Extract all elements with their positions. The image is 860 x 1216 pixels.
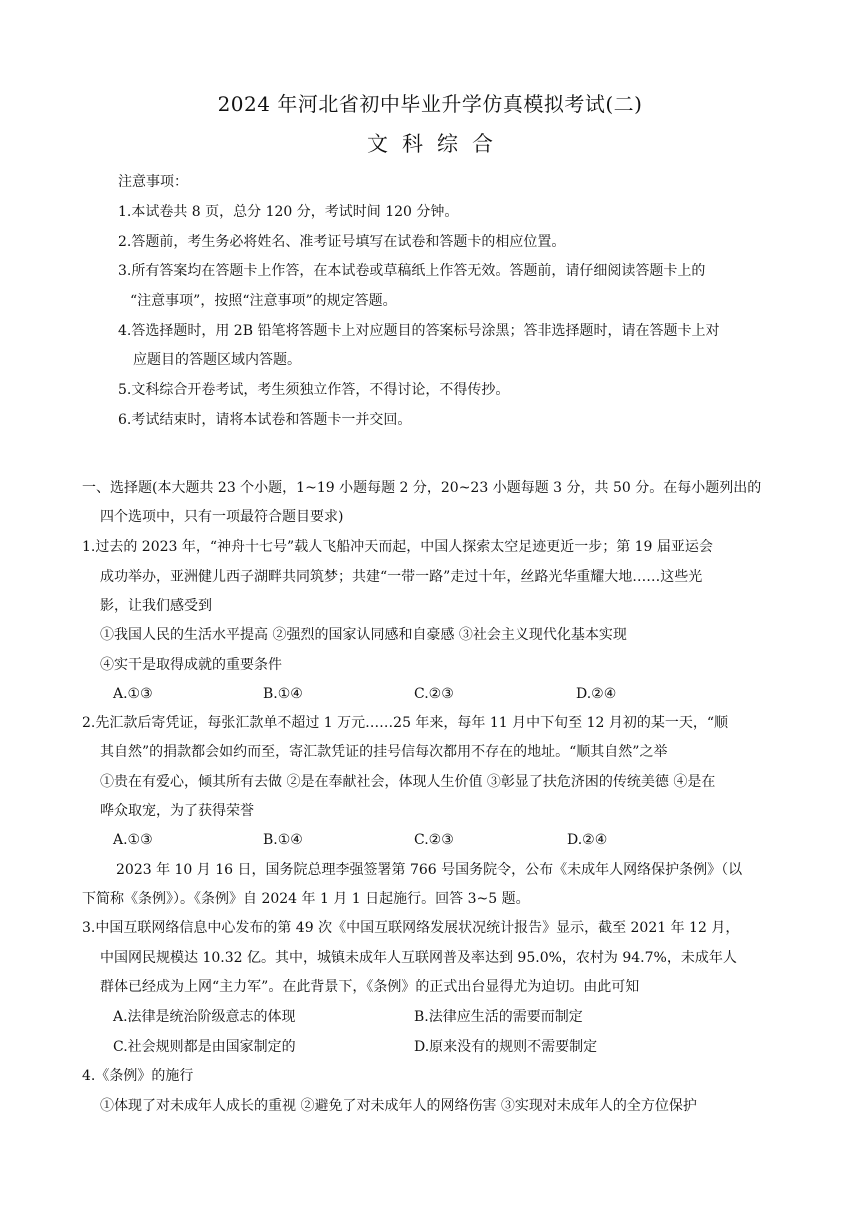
answer-options (0, 830, 860, 850)
notice-line: 6.考试结束时，请将本试卷和答题卡一并交回。 (118, 412, 412, 428)
notice-line: 应题目的答题区域内答题。 (133, 352, 301, 368)
option-b: B.法律应生活的需要而制定 (414, 1009, 583, 1025)
option-c: C.②③ (414, 686, 454, 702)
section-heading: 一、选择题(本大题共 23 个小题，1~19 小题每题 2 分，20~23 小题每题 3 分，共 50 分。在每小题列出的 (82, 480, 762, 496)
option-c: C.②③ (414, 832, 454, 848)
material-line: 2023 年 10 月 16 日，国务院总理李强签署第 766 号国务院令，公布《未成年人网络保护条例》（以 (116, 862, 743, 878)
option-d: D.原来没有的规则不需要制定 (414, 1039, 598, 1055)
question-line: 1.过去的 2023 年，“神舟十七号”载人飞船冲天而起，中国人探索太空足迹更近一步；第 19 届亚运会 (82, 539, 713, 555)
answer-options (0, 684, 860, 704)
question-line: 成功举办，亚洲健儿西子湖畔共同筑梦；共建“一带一路”走过十年，丝路光华重耀大地……这些光 (100, 569, 703, 585)
notice-line: 2.答题前，考生务必将姓名、准考证号填写在试卷和答题卡的相应位置。 (118, 234, 566, 250)
notice-line: 1.本试卷共 8 页，总分 120 分，考试时间 120 分钟。 (118, 204, 459, 220)
option-d: D.②④ (576, 686, 617, 702)
question-line: 群体已经成为上网“主力军”。在此背景下，《条例》的正式出台显得尤为迫切。由此可知 (100, 979, 640, 995)
question-line: 其自然”的捐款都会如约而至，寄汇款凭证的挂号信每次都用不存在的地址。“顺其自然”之举 (100, 744, 668, 760)
option-b: B.①④ (263, 832, 303, 848)
notice-line: “注意事项”，按照“注意事项”的规定答题。 (130, 293, 397, 309)
material-line: 下简称《条例》）。《条例》自 2024 年 1 月 1 日起施行。回答 3~5 题。 (82, 891, 530, 907)
notice-line: 3.所有答案均在答题卡上作答，在本试卷或草稿纸上作答无效。答题前，请仔细阅读答题卡上的 (118, 263, 706, 279)
notice-line: 5.文科综合开卷考试，考生须独立作答，不得讨论，不得传抄。 (118, 382, 510, 398)
question-line: ①体现了对未成年人成长的重视 ②避免了对未成年人的网络伤害 ③实现对未成年人的全方位保护 (100, 1098, 697, 1114)
answer-options (0, 1007, 860, 1027)
question-line: ④实干是取得成就的重要条件 (100, 657, 282, 673)
question-line: ①我国人民的生活水平提高 ②强烈的国家认同感和自豪感 ③社会主义现代化基本实现 (100, 627, 627, 643)
section-heading: 四个选项中，只有一项最符合题目要求) (100, 509, 344, 525)
answer-options (0, 1037, 860, 1057)
option-b: B.①④ (263, 686, 303, 702)
exam-title: 2024 年河北省初中毕业升学仿真模拟考试(二) (217, 92, 643, 116)
exam-subtitle: 文科综合 (367, 132, 507, 156)
question-line: 4.《条例》的施行 (82, 1068, 194, 1084)
question-line: 2.先汇款后寄凭证，每张汇款单不超过 1 万元……25 年来，每年 11 月中下旬至 12 月初的某一天，“顺 (82, 715, 729, 731)
question-line: ①贵在有爱心，倾其所有去做 ②是在奉献社会，体现人生价值 ③彰显了扶危济困的传统美德 ④是在 (100, 774, 716, 790)
option-d: D.②④ (567, 832, 608, 848)
option-a: A.法律是统治阶级意志的体现 (113, 1009, 296, 1025)
option-a: A.①③ (113, 686, 153, 702)
question-line: 哗众取宠，为了获得荣誉 (100, 803, 254, 819)
option-a: A.①③ (113, 832, 153, 848)
notice-heading: 注意事项： (118, 174, 188, 190)
question-line: 影，让我们感受到 (100, 598, 212, 614)
notice-line: 4.答选择题时，用 2B 铅笔将答题卡上对应题目的答案标号涂黑；答非选择题时，请在答题卡上对 (118, 323, 720, 339)
option-c: C.社会规则都是由国家制定的 (113, 1039, 296, 1055)
question-line: 3.中国互联网络信息中心发布的第 49 次《中国互联网络发展状况统计报告》显示，截至 2021 年 12 月， (82, 920, 740, 936)
question-line: 中国网民规模达 10.32 亿。其中，城镇未成年人互联网普及率达到 95.0%，农村为 94.7%，未成年人 (100, 950, 737, 966)
